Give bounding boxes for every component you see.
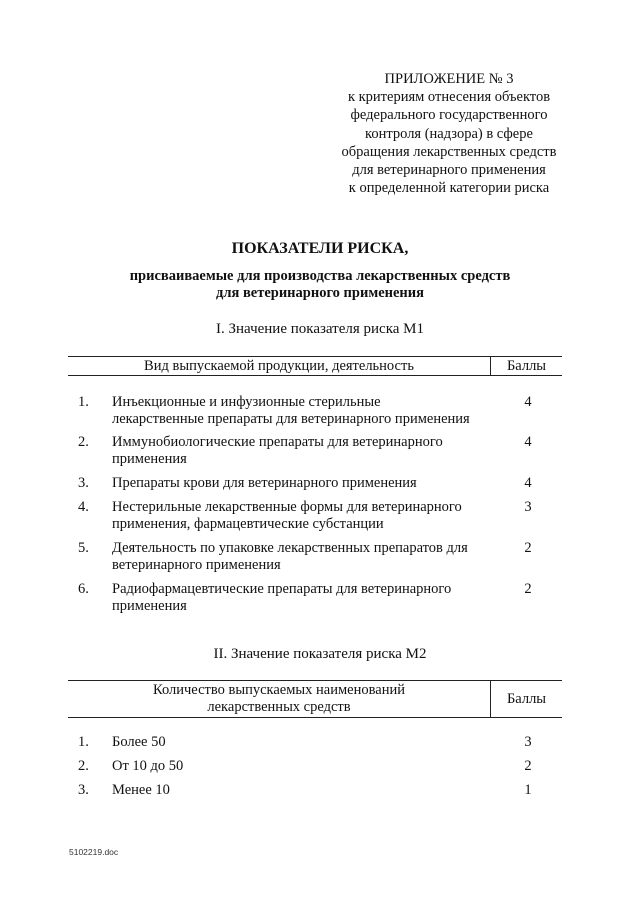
section-2-table-header (68, 680, 562, 718)
section-1-title: I. Значение показателя риска М1 (215, 321, 425, 337)
row-score: 3 (524, 499, 532, 515)
subtitle-line: присваиваемые для производства лекарственных средств (129, 268, 511, 284)
row-text-line: Препараты крови для ветеринарного применения (112, 475, 417, 491)
row-text (112, 434, 504, 468)
row-text (112, 499, 504, 533)
row-score: 4 (524, 475, 532, 491)
appendix-line: к определенной категории риска (348, 180, 550, 197)
row-text-line: Деятельность по упаковке лекарственных препаратов для (112, 540, 468, 556)
appendix-line: ПРИЛОЖЕНИЕ № 3 (384, 71, 514, 87)
section-2-title: II. Значение показателя риска М2 (213, 646, 427, 662)
document-title: ПОКАЗАТЕЛИ РИСКА, (231, 240, 409, 257)
row-score: 1 (524, 782, 532, 798)
row-text-line: Иммунобиологические препараты для ветеринарного (112, 434, 443, 450)
appendix-line: для ветеринарного применения (352, 162, 546, 179)
row-text-line: ветеринарного применения (112, 557, 281, 573)
row-text: От 10 до 50 (112, 758, 184, 774)
row-text-line: Инъекционные и инфузионные стерильные (112, 394, 381, 410)
row-text (112, 540, 504, 574)
row-text (112, 475, 504, 492)
row-number: 2. (78, 434, 89, 450)
row-number: 1. (78, 734, 89, 750)
column-header-score: Баллы (506, 690, 547, 707)
section-1-table-header (68, 356, 562, 376)
row-number: 6. (78, 581, 89, 597)
row-score: 4 (524, 434, 532, 450)
row-text-line: применения, фармацевтические субстанции (112, 516, 384, 532)
appendix-line: обращения лекарственных средств (341, 143, 557, 160)
row-text: Менее 10 (112, 782, 170, 798)
column-header-count (68, 681, 491, 717)
row-number: 1. (78, 394, 89, 410)
column-header-score: Баллы (506, 357, 547, 374)
appendix-line: федерального государственного (350, 107, 548, 124)
row-text (112, 581, 504, 615)
row-score: 3 (524, 734, 532, 750)
row-text-line: применения (112, 598, 187, 614)
appendix-line: контроля (надзора) в сфере (365, 125, 533, 142)
row-text-line: Радиофармацевтические препараты для ветеринарного (112, 581, 452, 597)
file-name-footer: 5102219.doc (69, 847, 119, 857)
column-header-activity: Вид выпускаемой продукции, деятельность (68, 357, 491, 375)
column-header-line: лекарственных средств (207, 699, 351, 715)
row-score: 2 (524, 758, 532, 774)
row-score: 2 (524, 540, 532, 556)
row-score: 4 (524, 394, 532, 410)
row-number: 2. (78, 758, 89, 774)
subtitle-line: для ветеринарного применения (216, 285, 424, 301)
appendix-line: к критериям отнесения объектов (347, 89, 551, 106)
row-number: 3. (78, 782, 89, 798)
row-text-line: лекарственные препараты для ветеринарного применения (112, 411, 470, 427)
row-number: 3. (78, 475, 89, 491)
row-text-line: применения (112, 451, 187, 467)
row-number: 4. (78, 499, 89, 515)
column-header-line: Количество выпускаемых наименований (153, 682, 405, 698)
row-score: 2 (524, 581, 532, 597)
document-subtitle (0, 268, 640, 302)
row-text: Более 50 (112, 734, 166, 750)
row-text-line: Нестерильные лекарственные формы для ветеринарного (112, 499, 462, 515)
appendix-header (318, 70, 580, 197)
row-number: 5. (78, 540, 89, 556)
row-text (112, 394, 504, 428)
